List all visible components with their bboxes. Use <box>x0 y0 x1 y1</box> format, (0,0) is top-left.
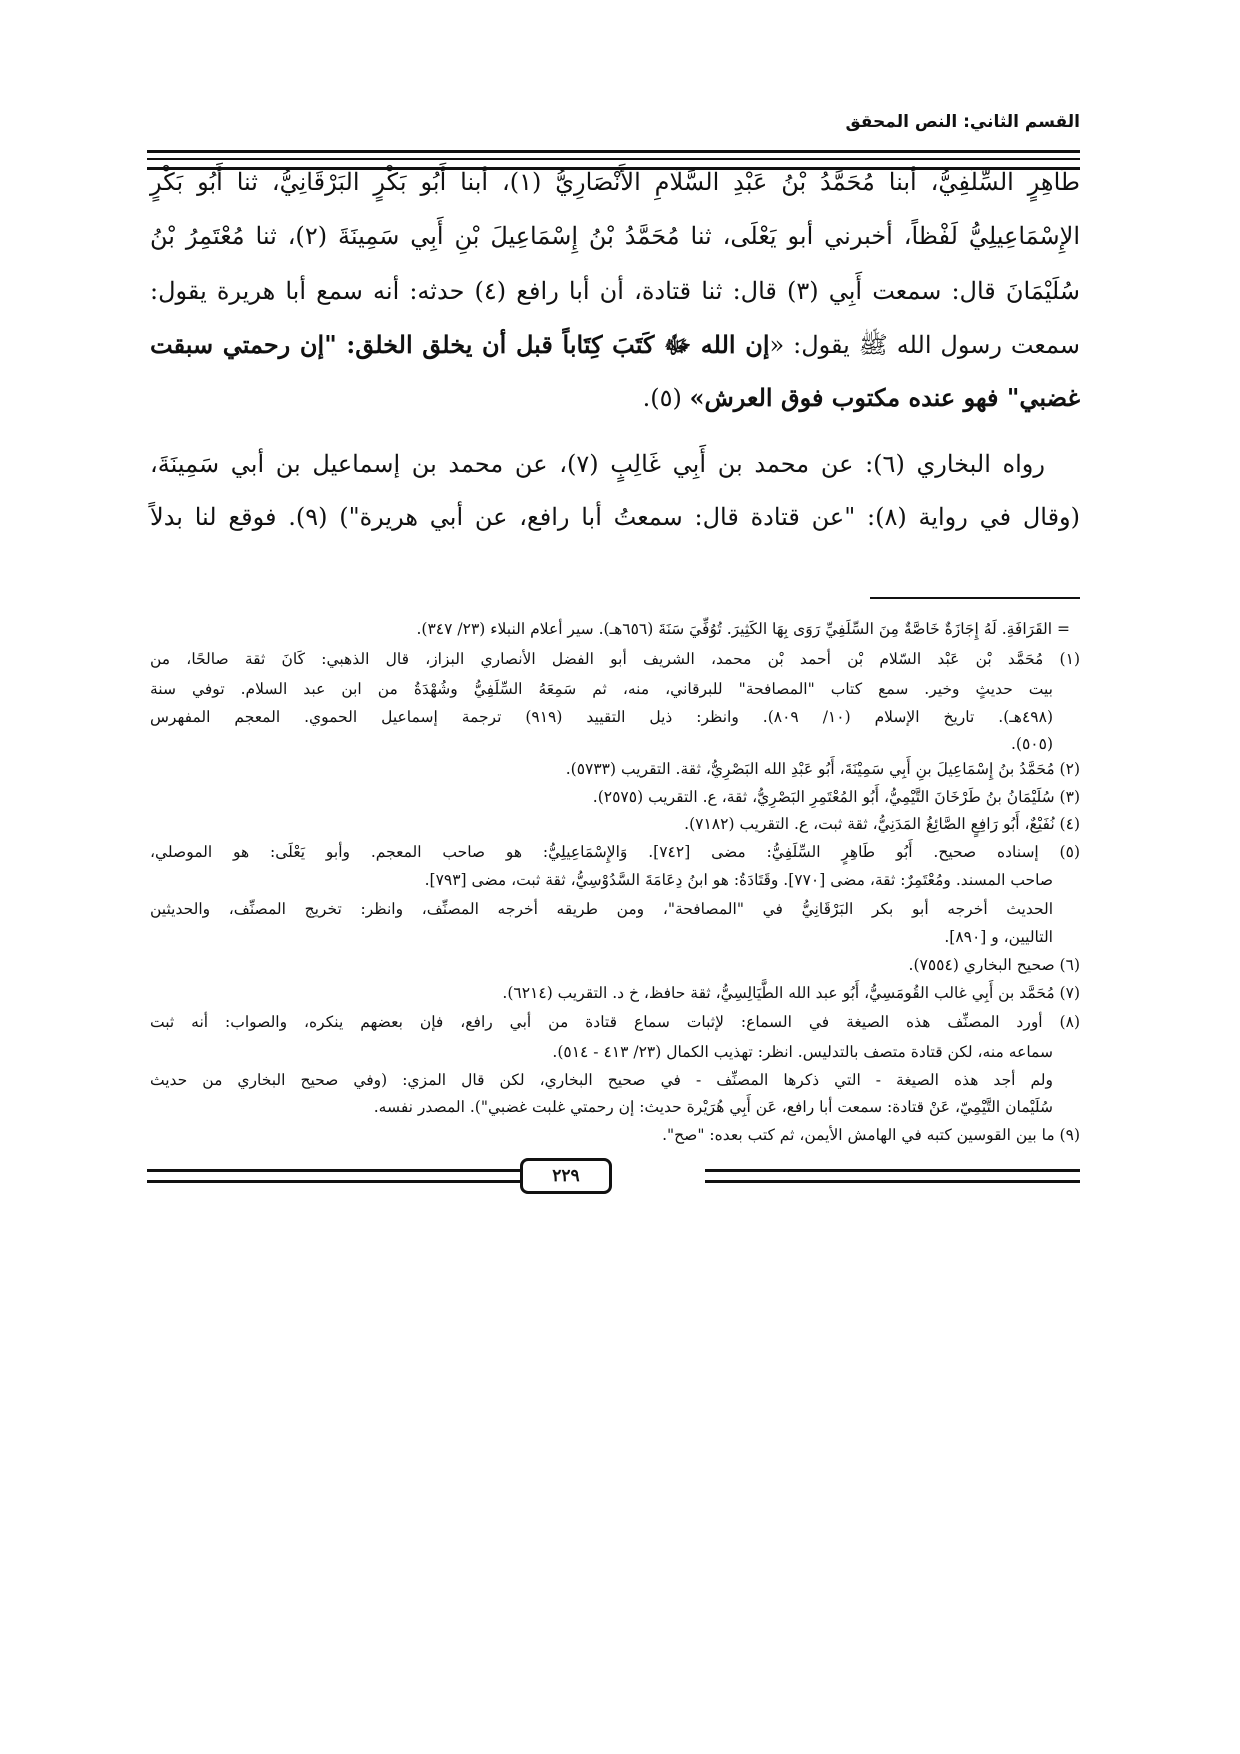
text-segment: رواه البخاري (٦): عن محمد بن أَبِي غَالِبٍ (٧)، عن محمد بن إسماعيل بن أبي سَمِينَةَ، <box>150 450 1045 478</box>
footnote-line: (١) مُحَمَّد بْن عَبْد السّلام بْن أحمد بْن محمد، الشريف أبو الفضل الأنصاري البزاز، قال الذهبي: كَانَ ثقة صالحًا، من <box>150 650 1080 668</box>
running-header: القسم الثاني: النص المحقق <box>845 112 1080 132</box>
text-segment: سُلَيْمَانَ قال: سمعت أَبِي (٣) قال: ثنا قتادة، أن أبا رافع (٤) حدثه: أنه سمع أبا هريرة يقول: <box>150 277 1080 305</box>
footer-rule-right <box>705 1169 1080 1183</box>
footnote-line: بيت حديثٍ وخير. سمع كتاب "المصافحة" للبرقاني، منه، ثم سَمِعَهُ السِّلَفِيُّ وشُهْدَةُ من ابن عبد السلام. توفي سنة <box>150 680 1053 698</box>
footnote-line: الحديث أخرجه أبو بكر البَرْقَانِيُّ في "المصافحة"، ومن طريقه أخرجه المصنِّف، وانظر: تخريج المصنِّف، والحديثين <box>150 900 1053 918</box>
header-divider <box>147 150 1080 170</box>
text-segment: الإِسْمَاعِيلِيُّ لَفْظاً، أخبرني أبو يَعْلَى، ثنا مُحَمَّدُ بْنُ إِسْمَاعِيلَ بْنِ أَبِي سَمِينَةَ (٢)، ثنا مُعْتَمِرُ بْنُ <box>150 222 1080 250</box>
footnote-line: (٨) أورد المصنِّف هذه الصيغة في السماع: لإثبات سماع قتادة من أبي رافع، فإن بعضهم ينكره، والصواب: أنه ثبت <box>150 1013 1080 1031</box>
hadith-text: غضبي" فهو عنده مكتوب فوق العرش» <box>689 383 1080 412</box>
footnote-line: (٥) إسناده صحيح. أَبُو طَاهِرٍ السِّلَفِيُّ: مضى [٧٤٢]. وَالإِسْمَاعِيلِيُّ: هو صاحب المعجم. وأبو يَعْلَى: هو الموصلي، <box>150 843 1080 861</box>
footnote-line: (٦) صحيح البخاري (٧٥٥٤). <box>908 956 1080 974</box>
footer-rule-left <box>147 1169 522 1183</box>
footnote-line: صاحب المسند. ومُعْتَمِرٌ: ثقة، مضى [٧٧٠]. وقَتَادَةُ: هو ابنُ دِعَامَةَ السَّدُوْسِيُّ، ثقة ثبت، مضى [٧٩٣]. <box>424 871 1053 889</box>
text-segment: طَاهِرٍ السِّلَفِيُّ، أبنا مُحَمَّدُ بْنُ عَبْدِ السَّلَامِ الأَنْصَارِيُّ (١)، أبنا أَبُو بَكْرٍ البَرْقَانِيُّ، ثنا أَبُو بَكْرٍ <box>150 168 1081 196</box>
main-text-line <box>150 277 1080 305</box>
footnote-line: (٢) مُحَمَّدُ بنُ إِسْمَاعِيلَ بنِ أَبِي سَمِيْنَةَ، أَبُو عَبْدِ الله البَصْرِيُّ، ثقة. التقريب (٥٧٣٣). <box>565 760 1080 778</box>
main-text-line <box>150 503 1080 531</box>
footnote-line: سُلَيْمان التَّيْمِيّ، عَنْ قتادة: سمعت أبا رافع، عَن أَبِي هُرَيْرة حديث: إن رحمتي غلبت غضبي"). المصدر نفسه. <box>373 1098 1053 1116</box>
footnote-line: (٥٠٥). <box>1010 735 1053 753</box>
text-segment: (٥). <box>642 384 690 412</box>
page-number: ٢٢٩ <box>520 1158 612 1194</box>
main-text-line <box>150 450 1045 478</box>
main-text-line <box>150 330 1080 365</box>
footnote-line: (٣) سُلَيْمَانُ بنُ طَرْخَانَ التَّيْمِيُّ، أَبُو المُعْتَمِرِ البَصْرِيُّ، ثقة، ع. التقريب (٢٥٧٥). <box>592 788 1080 806</box>
footnote-line: سماعه منه، لكن قتادة متصف بالتدليس. انظر: تهذيب الكمال (٢٣/ ٤١٣ - ٥١٤). <box>552 1043 1053 1061</box>
footnote-line: ولم أجد هذه الصيغة - التي ذكرها المصنِّف - في صحيح البخاري، لكن قال المزي: (وفي صحيح البخاري من حديث <box>150 1071 1053 1089</box>
footnote-line: (٤٩٨هـ). تاريخ الإسلام (١٠/ ٨٠٩). وانظر: ذيل التقييد (٩١٩) ترجمة إسماعيل الحموي. المعجم المفهرس <box>150 708 1053 726</box>
main-text-line <box>150 168 1080 196</box>
text-segment: سمعت رسول الله ﷺ يقول: « <box>769 331 1080 359</box>
hadith-text: إن الله ﷻ كَتَبَ كِتَاباً قبل أن يخلق الخلق: "إن رحمتي سبقت <box>150 330 770 359</box>
footnote-line: (٧) مُحَمَّد بن أَبِي غالب القُومَسِيُّ، أَبُو عبد الله الطَّيَالِسِيُّ، ثقة حافظ، خ د. التقريب (٦٢١٤). <box>502 984 1080 1002</box>
main-text-line <box>150 383 1080 412</box>
footnote-line: التاليين، و [٨٩٠]. <box>944 928 1053 946</box>
footnote-line: = القَرَافَةِ. لَهُ إِجَازَةٌ خَاصَّةٌ مِنَ السِّلَفِيِّ رَوَى بِهَا الكَثِيرَ. تُوُفِّيَ سَنَةَ (٦٥٦هـ). سير أعلام النبلاء (٢٣/ ٣٤٧). <box>416 620 1070 638</box>
main-text-line <box>150 222 1080 250</box>
footnote-line: (٩) ما بين القوسين كتبه في الهامش الأيمن، ثم كتب بعده: "صح". <box>662 1126 1080 1144</box>
text-segment: (وقال في رواية (٨): "عن قتادة قال: سمعتُ أبا رافع، عن أبي هريرة") (٩). فوقع لنا بدلاً <box>150 503 1081 531</box>
page-footer <box>147 1160 1080 1190</box>
footnote-line: (٤) نُفَيْعٌ، أَبُو رَافِعٍ الصَّائِغُ المَدَنِيُّ، ثقة ثبت، ع. التقريب (٧١٨٢). <box>684 815 1080 833</box>
footnote-separator <box>870 597 1080 599</box>
